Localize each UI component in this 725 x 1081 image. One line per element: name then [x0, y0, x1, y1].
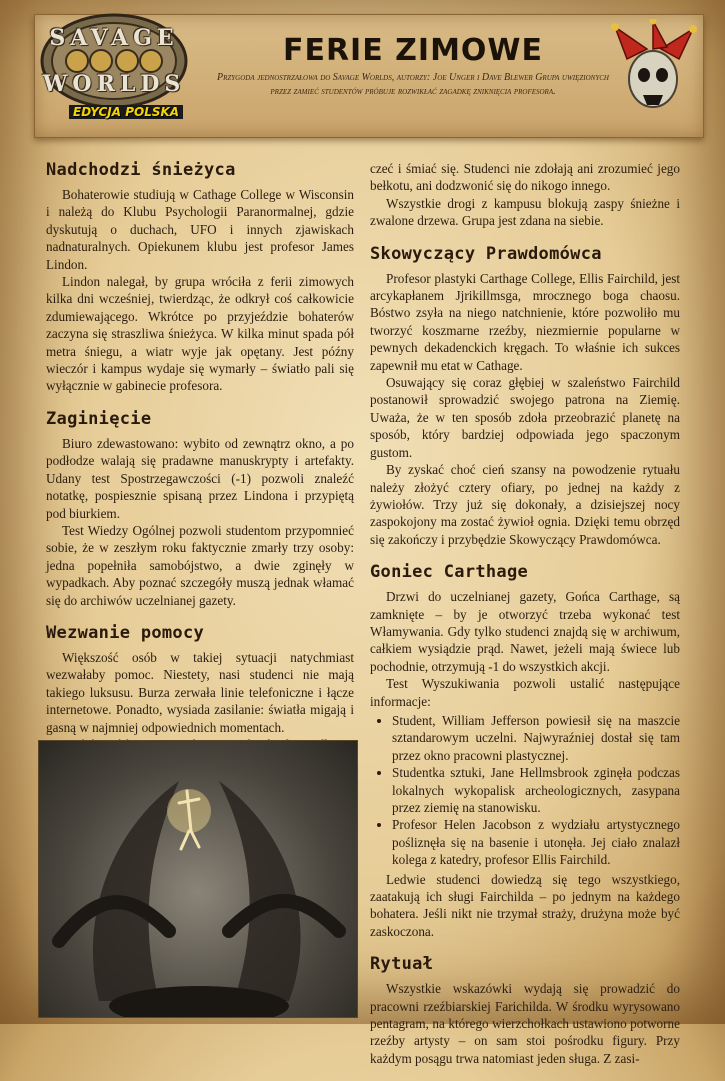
- paragraph: Test Wyszukiwania pozwoli ustalić następujące informacje:: [370, 676, 680, 709]
- paragraph: Bohaterowie studiują w Cathage College w Wisconsin i należą do Klubu Psychologii Paranormalnej, gdzie dyskutują o duchach, UFO i innych zjawiskach nadnaturalnych. Opiekunem klubu jest profesor James Lindon.: [46, 187, 354, 272]
- page-title: FERIE ZIMOWE: [282, 33, 544, 68]
- section-heading: Goniec Carthage: [370, 562, 529, 583]
- section-skowyczacy-prawdomowca: [370, 244, 680, 549]
- savage-worlds-logo: [39, 9, 189, 119]
- paragraph: By zyskać choć cień szansy na powodzenie rytuału należy złożyć cztery ofiary, po jednej na każdy z żywiołów. Trzy już się dokonały, a dzisiejszej nocy zaspokojony ma zostać żywioł ognia. Dzięki temu obrzęd się zakończy i przybędzie Skowyczący Prawdomówca.: [370, 462, 680, 547]
- list-item: • Studentka sztuki, Jane Hellmsbrook zginęła podczas lokalnych wykopalisk archeologicznych, zasypana przez ziemię na stanowisku.: [392, 764, 680, 816]
- section-heading: Wezwanie pomocy: [46, 622, 205, 643]
- section-heading: Skowyczący Prawdomówca: [370, 243, 602, 264]
- paragraph: Drzwi do uczelnianej gazety, Gońca Carthage, są zamknięte – by je otworzyć trzeba wykonać test Włamywania. Gdy tylko studenci znajdą się w archiwum, całkiem wysiądzie prąd. Nawet, jeżeli mają świece lub pochodnie, otrzymują -1 do wszystkich akcji.: [370, 589, 680, 674]
- paragraph: Profesor plastyki Carthage College, Ellis Fairchild, jest arcykapłanem Jjrikillmsga, mrocznego boga chaosu. Bóstwo zsyła na niego natchnienie, które pozwoliło mu tworzyć koszmarne rzeźby, niezmiernie popularne w pewnych dekadenckich kręgach. To właśnie ich sukces zapewnił mu etat w Cathage.: [370, 270, 680, 373]
- section-heading: Rytuał: [370, 954, 434, 975]
- jester-skull-icon: [607, 19, 699, 119]
- paragraph: Większość osób w takiej sytuacji natychmiast wezwałaby pomoc. Niestety, nasi studenci nie mają takiego luksusu. Burza zerwała linie telefoniczne i łącze internetowe. Ponadto, wysiada zasilanie: światła migają i gasną w najmniej odpowiednich momentach.: [46, 649, 354, 735]
- paragraph: Wszystkie wskazówki wydają się prowadzić do pracowni rzeźbiarskiej Farichilda. W środku wyrysowano pentagram, na którego wierzchołkach ustawiono potworne rzeźby artysty – on sam stoi pośrodku figury. Przy każdym posągu trwa natomiast jeden sługa. Z zasi-: [370, 981, 680, 1066]
- section-rytual: [370, 954, 680, 1067]
- logo-word-worlds: WORLDS: [42, 71, 186, 97]
- section-continuation: [370, 160, 680, 230]
- paragraph: Biuro zdewastowano: wybito od zewnątrz okno, a po podłodze walają się pradawne manuskrypty i artefakty. Udany test Spostrzegawczości (-1) pozwoli znaleźć notatkę, pospiesznie spisaną przez Lindona i przypiętą pod biurkiem.: [46, 435, 354, 521]
- section-goniec-carthage: [370, 562, 680, 940]
- header-banner: [34, 14, 704, 138]
- left-column: [46, 160, 354, 802]
- right-column: [370, 160, 680, 1081]
- section-zaginiecie: [46, 409, 354, 609]
- tentacle-creature-icon: [39, 741, 357, 1017]
- monster-illustration: [38, 740, 358, 1018]
- paragraph: Test Wiedzy Ogólnej pozwoli studentom przypomnieć sobie, że w zeszłym roku faktycznie zmarły trzy osoby: jedna popełniła samobójstwo, a dwie zginęły w wypadkach. Aby poznać szczegóły muszą jednak włamać się do archiwów uczelnianej gazety.: [46, 522, 354, 608]
- findings-list: [370, 712, 680, 869]
- logo-edition-badge: EDYCJA POLSKA: [69, 105, 183, 119]
- page-subtitle: Przygoda jednostrzałowa do Savage Worlds, autorzy: Joe Unger i Dave Blewer Grupa uwięzionych przez zamieć studentów próbuje rozwikłać zagadkę zniknięcia profesora.: [217, 72, 609, 97]
- section-nadchodzi-sniezyca: [46, 160, 354, 395]
- list-item: • Student, William Jefferson powiesił się na maszcie sztandarowym uczelni. Najwyraźniej dostał się tam przez okno pracowni plastycznej.: [392, 712, 680, 764]
- paragraph: czeć i śmiać się. Studenci nie zdołają ani zrozumieć jego bełkotu, ani dodzwonić się do nikogo innego.: [370, 161, 680, 194]
- paragraph: Ledwie studenci dowiedzą się tego wszystkiego, zaatakują ich sługi Fairchilda – po jednym na każdego bohatera. Jeśli nikt nie trzymał straży, drużyna może być zaskoczona.: [370, 871, 680, 939]
- section-heading: Nadchodzi śnieżyca: [46, 160, 236, 180]
- paragraph: Wszystkie drogi z kampusu blokują zaspy śnieżne i zwalone drzewa. Grupa jest zdana na siebie.: [370, 195, 680, 229]
- paragraph: Lindon nalegał, by grupa wróciła z ferii zimowych kilka dni wcześniej, twierdząc, że odkrył coś całkowicie zdumiewającego. Wkrótce po przyjeździe bohaterów zaczyna się straszliwa śnieżyca. W kilka minut spada pół metra śniegu, a wiatr wyje jak opętany. Jest późny wieczór i kampus wydaje się wymarły – światło pali się wyłącznie w gabinecie profesora.: [46, 274, 354, 394]
- paragraph: Osuwający się coraz głębiej w szaleństwo Fairchild postanowił sprowadzić swojego patrona na Ziemię. Uważa, że w ten sposób zdoła przeobrazić planetę na sposób, który bardziej odpowiada jego spaczonym gustom.: [370, 375, 680, 460]
- section-heading: Zaginięcie: [46, 408, 152, 429]
- logo-word-savage: SAVAGE: [49, 25, 179, 51]
- list-item: • Profesor Helen Jacobson z wydziału artystycznego pośliznęła się na basenie i utonęła. Jej ciało znalazł kolega z katedry, profesor Ellis Fairchild.: [392, 816, 680, 868]
